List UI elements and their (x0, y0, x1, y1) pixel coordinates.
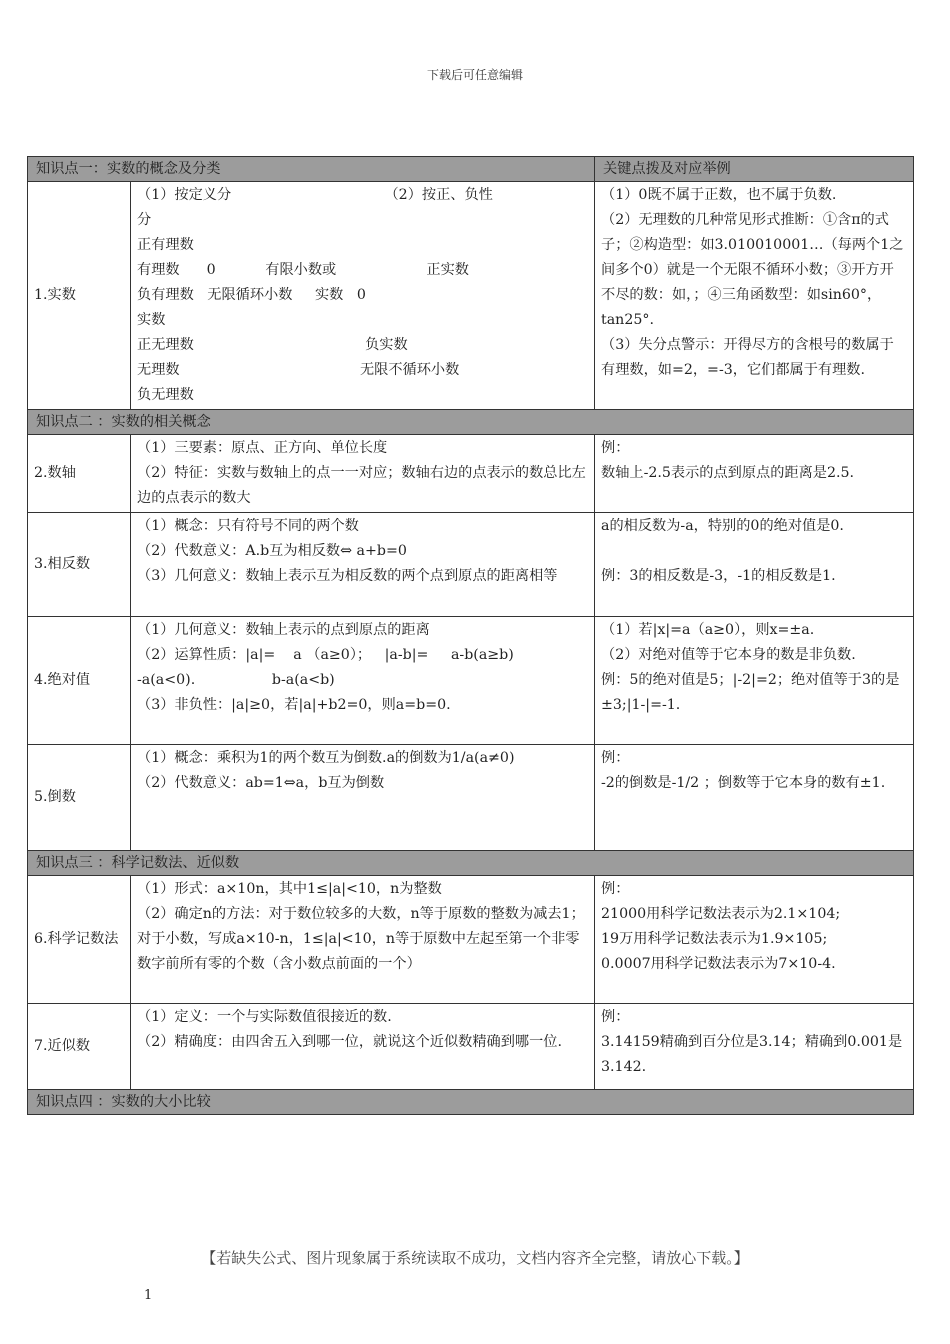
classification-cell (131, 182, 595, 410)
definition-line: -a(a<0). b-a(a<b) (137, 672, 335, 688)
definition-line: （3）几何意义：数轴上表示互为相反数的两个点到原点的距离相等 (137, 568, 558, 584)
example-line: 例： (601, 440, 630, 456)
row-reciprocal (28, 745, 914, 851)
example-line: 例： (601, 881, 630, 897)
example-line: -2的倒数是-1/2 ；倒数等于它本身的数有±1. (601, 775, 886, 791)
section-3-header (28, 851, 914, 876)
classification-line: 负无理数 (137, 387, 194, 403)
row-label: 2.数轴 (28, 435, 131, 513)
row-label: 5.倒数 (28, 745, 131, 851)
note: （3）失分点警示：开得尽方的含根号的数属于有理数，如=2，=-3，它们都属于有理数. (601, 337, 894, 378)
example-line (601, 539, 907, 564)
definition-line: （1）定义：一个与实际数值很接近的数. (137, 1009, 392, 1025)
definition-line: （1）形式：a×10n，其中1≤|a|<10，n为整数 (137, 881, 442, 897)
row-approximation (28, 1004, 914, 1090)
section-4-title: 知识点四 ：实数的大小比较 (28, 1090, 914, 1115)
classification-line: 负有理数 无限循环小数 实数 0 (137, 287, 366, 303)
classification-line: （1）按定义分 （2）按正、负性 (137, 187, 493, 203)
example-cell (595, 617, 914, 745)
section-1-title: 知识点一：实数的概念及分类 (28, 157, 595, 182)
page-number: 1 (144, 1288, 153, 1303)
definition-line: （1）三要素：原点、正方向、单位长度 (137, 440, 388, 456)
note: （2）无理数的几种常见形式推断：①含π的式子；②构造型：如3.010010001…（每两个1之间多个0）就是一个无限不循环小数；③开方开不尽的数：如，；④三角函数型：如sin60°，tan25°. (601, 212, 904, 328)
knowledge-table (27, 156, 914, 1115)
example-line: 数轴上-2.5表示的点到原点的距离是2.5. (601, 465, 855, 481)
definition-cell (131, 617, 595, 745)
example-line: 21000用科学记数法表示为2.1×104; (601, 906, 841, 922)
example-line: 例：3的相反数是-3，-1的相反数是1. (601, 568, 836, 584)
definition-line: （2）代数意义：ab=1⇔a，b互为倒数 (137, 775, 385, 791)
definition-line: （1）概念：只有符号不同的两个数 (137, 518, 359, 534)
row-label: 1.实数 (28, 182, 131, 410)
classification-line: 实数 (137, 312, 166, 328)
definition-cell (131, 435, 595, 513)
definition-cell (131, 1004, 595, 1090)
example-cell (595, 435, 914, 513)
key-points-cell (595, 182, 914, 410)
classification-line: 有理数 0 有限小数或 正实数 (137, 262, 469, 278)
example-cell (595, 513, 914, 617)
example-line: 例： (601, 1009, 630, 1025)
example-line: （1）若|x|=a（a≥0），则x=±a. (601, 622, 815, 638)
classification-line: 分 (137, 212, 152, 228)
classification-line: 正有理数 (137, 237, 194, 253)
section-2-title: 知识点二 ：实数的相关概念 (28, 410, 914, 435)
definition-line: （2）特征：实数与数轴上的点一一对应；数轴右边的点表示的数总比左边的点表示的数大 (137, 465, 586, 506)
definition-cell (131, 876, 595, 1004)
section-3-title: 知识点三 ：科学记数法、近似数 (28, 851, 914, 876)
example-line: （2）对绝对值等于它本身的数是非负数. (601, 647, 856, 663)
definition-cell (131, 745, 595, 851)
row-label: 7.近似数 (28, 1004, 131, 1090)
definition-line: （3）非负性：|a|≥0，若|a|+b2=0，则a=b=0. (137, 697, 451, 713)
definition-line: （2）运算性质：|a|= a （a≥0）； |a-b|= a-b(a≥b) (137, 647, 514, 663)
definition-line: （1）概念：乘积为1的两个数互为倒数.a的倒数为1/a(a≠0) (137, 750, 515, 766)
example-line: 0.0007用科学记数法表示为7×10-4. (601, 956, 836, 972)
example-cell (595, 1004, 914, 1090)
note: （1）0既不属于正数，也不属于负数. (601, 187, 837, 203)
example-cell (595, 876, 914, 1004)
row-label: 4.绝对值 (28, 617, 131, 745)
example-line: 例： (601, 750, 630, 766)
row-opposite-numbers (28, 513, 914, 617)
definition-line: （1）几何意义：数轴上表示的点到原点的距离 (137, 622, 430, 638)
row-number-line (28, 435, 914, 513)
example-line: 19万用科学记数法表示为1.9×105; (601, 931, 828, 947)
definition-cell (131, 513, 595, 617)
definition-line: （2）确定n的方法：对于数位较多的大数，n等于原数的整数为减去1；对于小数，写成a×10-n，1≤|a|<10，n等于原数中左起至第一个非零数字前所有零的个数（含小数点前面的一个） (137, 906, 585, 972)
row-real-numbers (28, 182, 914, 410)
row-scientific-notation (28, 876, 914, 1004)
row-absolute-value (28, 617, 914, 745)
key-points-title: 关键点拨及对应举例 (595, 157, 914, 182)
section-1-header (28, 157, 914, 182)
classification-line: 无理数 无限不循环小数 (137, 362, 460, 378)
page-header: 下载后可任意编辑 (426, 68, 523, 82)
definition-line: （2）代数意义：A.b互为相反数⇔ a+b=0 (137, 543, 407, 559)
classification-line: 正无理数 负实数 (137, 337, 408, 353)
example-line: 3.14159精确到百分位是3.14；精确到0.001是3.142. (601, 1034, 903, 1075)
download-notice: 【若缺失公式、图片现象属于系统读取不成功，文档内容齐全完整，请放心下载。】 (201, 1249, 749, 1267)
example-line: a的相反数为-a，特别的0的绝对值是0. (601, 518, 844, 534)
example-line: 例：5的绝对值是5；|-2|=2；绝对值等于3的是±3;|1-|=-1. (601, 672, 900, 713)
row-label: 3.相反数 (28, 513, 131, 617)
definition-line: （2）精确度：由四舍五入到哪一位，就说这个近似数精确到哪一位. (137, 1034, 562, 1050)
row-label: 6.科学记数法 (28, 876, 131, 1004)
section-2-header (28, 410, 914, 435)
section-4-header (28, 1090, 914, 1115)
example-cell (595, 745, 914, 851)
